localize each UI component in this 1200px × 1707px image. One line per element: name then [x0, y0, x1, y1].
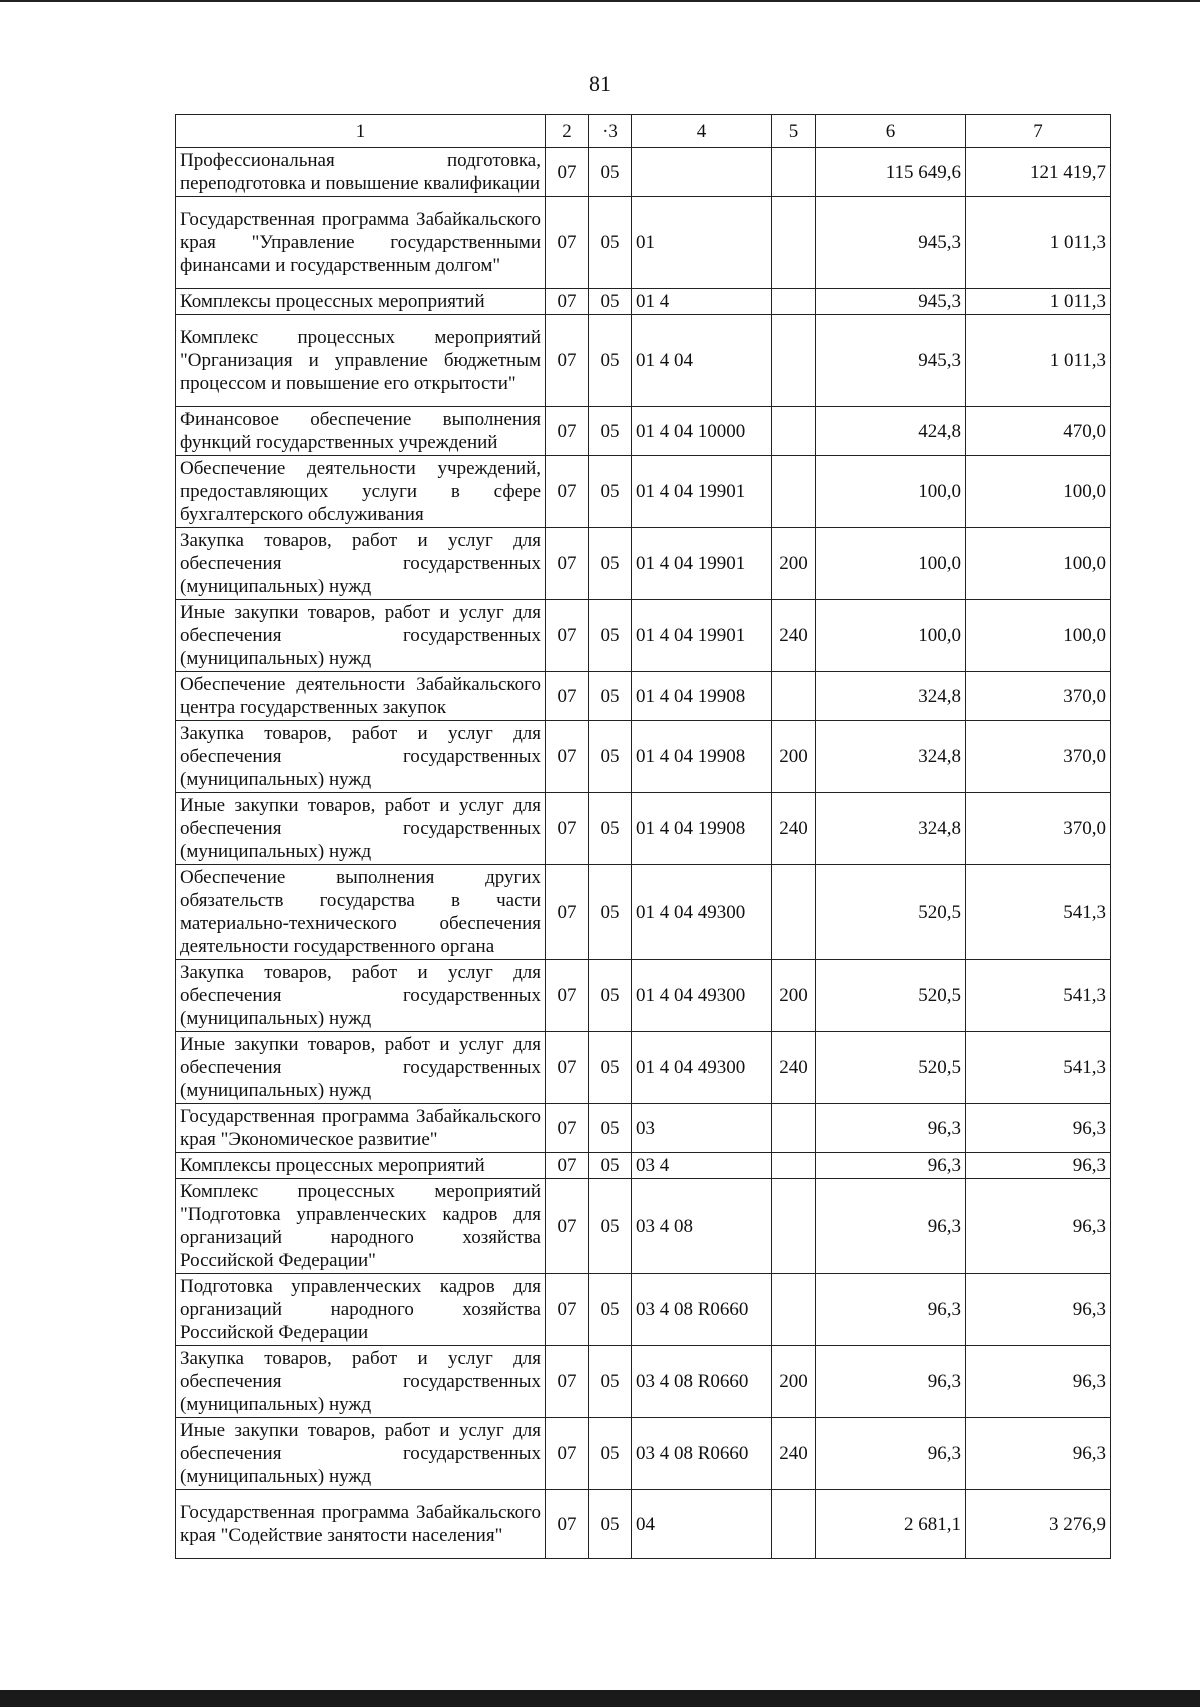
cell-name: Финансовое обеспечение выполнения функций государственных учреждений: [176, 407, 546, 456]
cell-target-article: 03 4: [632, 1153, 772, 1179]
cell-subsection: 05: [589, 315, 632, 407]
cell-section: 07: [546, 289, 589, 315]
cell-expense-type: [772, 407, 816, 456]
cell-target-article: 03 4 08 R0660: [632, 1418, 772, 1490]
cell-section: 07: [546, 960, 589, 1032]
cell-expense-type: 200: [772, 721, 816, 793]
cell-section: 07: [546, 793, 589, 865]
cell-expense-type: 200: [772, 1346, 816, 1418]
table-row: [176, 315, 1111, 407]
cell-expense-type: 240: [772, 1418, 816, 1490]
cell-name: Подготовка управленческих кадров для организаций народного хозяйства Российской Федерации: [176, 1274, 546, 1346]
cell-amount-year1: 96,3: [816, 1153, 966, 1179]
cell-name: Комплексы процессных мероприятий: [176, 289, 546, 315]
table-row: [176, 1418, 1111, 1490]
cell-amount-year1: 100,0: [816, 600, 966, 672]
cell-target-article: 03 4 08 R0660: [632, 1346, 772, 1418]
budget-table: [175, 114, 1111, 1559]
cell-amount-year2: 541,3: [966, 1032, 1111, 1104]
cell-name: Комплекс процессных мероприятий "Организация и управление бюджетным процессом и повышение его открытости": [176, 315, 546, 407]
cell-subsection: 05: [589, 1153, 632, 1179]
cell-expense-type: [772, 1104, 816, 1153]
table-row: [176, 721, 1111, 793]
cell-amount-year2: 370,0: [966, 793, 1111, 865]
cell-amount-year2: 3 276,9: [966, 1490, 1111, 1559]
cell-section: 07: [546, 1153, 589, 1179]
cell-amount-year1: 96,3: [816, 1418, 966, 1490]
cell-expense-type: [772, 1153, 816, 1179]
table-row: [176, 1153, 1111, 1179]
cell-target-article: 01 4 04 19901: [632, 456, 772, 528]
cell-subsection: 05: [589, 197, 632, 289]
cell-subsection: 05: [589, 289, 632, 315]
cell-subsection: 05: [589, 1032, 632, 1104]
cell-name: Закупка товаров, работ и услуг для обеспечения государственных (муниципальных) нужд: [176, 960, 546, 1032]
cell-target-article: 01 4 04 49300: [632, 960, 772, 1032]
cell-expense-type: [772, 1179, 816, 1274]
table-row: [176, 528, 1111, 600]
cell-target-article: 01 4 04 49300: [632, 1032, 772, 1104]
cell-section: 07: [546, 600, 589, 672]
cell-target-article: 01 4 04 19908: [632, 721, 772, 793]
table-row: [176, 1274, 1111, 1346]
cell-expense-type: [772, 289, 816, 315]
cell-name: Государственная программа Забайкальского края "Экономическое развитие": [176, 1104, 546, 1153]
cell-name: Государственная программа Забайкальского края "Управление государственными финансами и государственным долгом": [176, 197, 546, 289]
table-header-row: [176, 115, 1111, 148]
cell-section: 07: [546, 315, 589, 407]
cell-amount-year2: 470,0: [966, 407, 1111, 456]
cell-section: 07: [546, 1179, 589, 1274]
cell-amount-year2: 370,0: [966, 721, 1111, 793]
cell-amount-year2: 96,3: [966, 1274, 1111, 1346]
cell-subsection: 05: [589, 960, 632, 1032]
cell-amount-year2: 96,3: [966, 1153, 1111, 1179]
cell-expense-type: [772, 1490, 816, 1559]
cell-name: Иные закупки товаров, работ и услуг для обеспечения государственных (муниципальных) нужд: [176, 793, 546, 865]
cell-name: Государственная программа Забайкальского края "Содействие занятости населения": [176, 1490, 546, 1559]
cell-expense-type: [772, 315, 816, 407]
cell-name: Обеспечение выполнения других обязательств государства в части материально-технического обеспечения деятельности государственного органа: [176, 865, 546, 960]
cell-name: Иные закупки товаров, работ и услуг для обеспечения государственных (муниципальных) нужд: [176, 1032, 546, 1104]
cell-target-article: 04: [632, 1490, 772, 1559]
cell-expense-type: [772, 1274, 816, 1346]
cell-name: Иные закупки товаров, работ и услуг для обеспечения государственных (муниципальных) нужд: [176, 1418, 546, 1490]
cell-section: 07: [546, 1104, 589, 1153]
table-row: [176, 960, 1111, 1032]
cell-target-article: 01 4 04: [632, 315, 772, 407]
cell-target-article: 01 4 04 19908: [632, 672, 772, 721]
table-row: [176, 456, 1111, 528]
cell-section: 07: [546, 865, 589, 960]
cell-amount-year2: 121 419,7: [966, 148, 1111, 197]
cell-section: 07: [546, 672, 589, 721]
bottom-scan-edge: [0, 1690, 1200, 1707]
cell-amount-year1: 520,5: [816, 865, 966, 960]
cell-subsection: 05: [589, 672, 632, 721]
header-cell-section: 2: [546, 115, 589, 148]
table-row: [176, 289, 1111, 315]
cell-target-article: 03 4 08 R0660: [632, 1274, 772, 1346]
cell-expense-type: 240: [772, 1032, 816, 1104]
cell-subsection: 05: [589, 1346, 632, 1418]
cell-name: Иные закупки товаров, работ и услуг для обеспечения государственных (муниципальных) нужд: [176, 600, 546, 672]
cell-target-article: 01: [632, 197, 772, 289]
cell-subsection: 05: [589, 1179, 632, 1274]
cell-amount-year1: 100,0: [816, 456, 966, 528]
cell-expense-type: [772, 148, 816, 197]
header-cell-amount-year2: 7: [966, 115, 1111, 148]
cell-subsection: 05: [589, 1104, 632, 1153]
cell-name: Обеспечение деятельности Забайкальского центра государственных закупок: [176, 672, 546, 721]
table-row: [176, 793, 1111, 865]
cell-amount-year1: 945,3: [816, 315, 966, 407]
cell-amount-year2: 96,3: [966, 1418, 1111, 1490]
cell-subsection: 05: [589, 865, 632, 960]
cell-amount-year2: 100,0: [966, 528, 1111, 600]
cell-section: 07: [546, 1032, 589, 1104]
header-cell-name: 1: [176, 115, 546, 148]
table-row: [176, 1490, 1111, 1559]
cell-name: Закупка товаров, работ и услуг для обеспечения государственных (муниципальных) нужд: [176, 528, 546, 600]
cell-target-article: 01 4 04 19901: [632, 600, 772, 672]
cell-expense-type: [772, 865, 816, 960]
cell-target-article: 01 4 04 10000: [632, 407, 772, 456]
header-cell-expense-type: 5: [772, 115, 816, 148]
cell-subsection: 05: [589, 528, 632, 600]
cell-amount-year2: 541,3: [966, 865, 1111, 960]
cell-amount-year2: 100,0: [966, 600, 1111, 672]
cell-section: 07: [546, 1490, 589, 1559]
cell-amount-year1: 324,8: [816, 793, 966, 865]
cell-amount-year1: 520,5: [816, 1032, 966, 1104]
table-row: [176, 1346, 1111, 1418]
cell-amount-year2: 1 011,3: [966, 315, 1111, 407]
cell-amount-year1: 100,0: [816, 528, 966, 600]
cell-subsection: 05: [589, 1274, 632, 1346]
cell-amount-year2: 96,3: [966, 1179, 1111, 1274]
cell-amount-year1: 2 681,1: [816, 1490, 966, 1559]
cell-amount-year1: 945,3: [816, 197, 966, 289]
cell-amount-year2: 541,3: [966, 960, 1111, 1032]
cell-target-article: [632, 148, 772, 197]
cell-section: 07: [546, 456, 589, 528]
cell-target-article: 01 4 04 19901: [632, 528, 772, 600]
cell-amount-year2: 1 011,3: [966, 289, 1111, 315]
cell-amount-year1: 96,3: [816, 1104, 966, 1153]
header-cell-target-article: 4: [632, 115, 772, 148]
cell-section: 07: [546, 1418, 589, 1490]
budget-table-body: [176, 115, 1111, 1559]
cell-expense-type: 200: [772, 960, 816, 1032]
cell-subsection: 05: [589, 148, 632, 197]
cell-subsection: 05: [589, 456, 632, 528]
cell-subsection: 05: [589, 600, 632, 672]
cell-target-article: 03: [632, 1104, 772, 1153]
cell-section: 07: [546, 721, 589, 793]
cell-amount-year1: 945,3: [816, 289, 966, 315]
cell-expense-type: 240: [772, 600, 816, 672]
cell-name: Комплексы процессных мероприятий: [176, 1153, 546, 1179]
cell-target-article: 01 4 04 49300: [632, 865, 772, 960]
cell-amount-year1: 96,3: [816, 1346, 966, 1418]
cell-subsection: 05: [589, 407, 632, 456]
table-row: [176, 600, 1111, 672]
cell-name: Комплекс процессных мероприятий "Подготовка управленческих кадров для организаций народного хозяйства Российской Федерации": [176, 1179, 546, 1274]
cell-amount-year1: 324,8: [816, 721, 966, 793]
cell-subsection: 05: [589, 721, 632, 793]
cell-section: 07: [546, 528, 589, 600]
cell-expense-type: 240: [772, 793, 816, 865]
cell-amount-year1: 115 649,6: [816, 148, 966, 197]
cell-expense-type: [772, 672, 816, 721]
cell-amount-year1: 424,8: [816, 407, 966, 456]
cell-amount-year2: 96,3: [966, 1104, 1111, 1153]
page-number: 81: [589, 71, 611, 96]
cell-subsection: 05: [589, 1418, 632, 1490]
top-scan-rule: [0, 0, 1200, 2]
table-row: [176, 1179, 1111, 1274]
cell-amount-year1: 96,3: [816, 1274, 966, 1346]
table-row: [176, 197, 1111, 289]
table-row: [176, 407, 1111, 456]
table-row: [176, 865, 1111, 960]
table-row: [176, 148, 1111, 197]
cell-name: Закупка товаров, работ и услуг для обеспечения государственных (муниципальных) нужд: [176, 721, 546, 793]
cell-expense-type: [772, 197, 816, 289]
cell-name: Закупка товаров, работ и услуг для обеспечения государственных (муниципальных) нужд: [176, 1346, 546, 1418]
cell-section: 07: [546, 407, 589, 456]
table-row: [176, 1032, 1111, 1104]
cell-section: 07: [546, 1346, 589, 1418]
cell-section: 07: [546, 1274, 589, 1346]
cell-amount-year2: 96,3: [966, 1346, 1111, 1418]
header-cell-subsection: ·3: [589, 115, 632, 148]
cell-section: 07: [546, 197, 589, 289]
cell-expense-type: [772, 456, 816, 528]
cell-target-article: 01 4: [632, 289, 772, 315]
cell-amount-year2: 100,0: [966, 456, 1111, 528]
cell-target-article: 03 4 08: [632, 1179, 772, 1274]
cell-name: Профессиональная подготовка, переподготовка и повышение квалификации: [176, 148, 546, 197]
cell-name: Обеспечение деятельности учреждений, предоставляющих услуги в сфере бухгалтерского обслуживания: [176, 456, 546, 528]
table-row: [176, 672, 1111, 721]
cell-subsection: 05: [589, 793, 632, 865]
cell-amount-year1: 96,3: [816, 1179, 966, 1274]
cell-amount-year1: 324,8: [816, 672, 966, 721]
cell-subsection: 05: [589, 1490, 632, 1559]
cell-section: 07: [546, 148, 589, 197]
cell-amount-year1: 520,5: [816, 960, 966, 1032]
table-row: [176, 1104, 1111, 1153]
cell-target-article: 01 4 04 19908: [632, 793, 772, 865]
cell-amount-year2: 1 011,3: [966, 197, 1111, 289]
cell-expense-type: 200: [772, 528, 816, 600]
header-cell-amount-year1: 6: [816, 115, 966, 148]
cell-amount-year2: 370,0: [966, 672, 1111, 721]
